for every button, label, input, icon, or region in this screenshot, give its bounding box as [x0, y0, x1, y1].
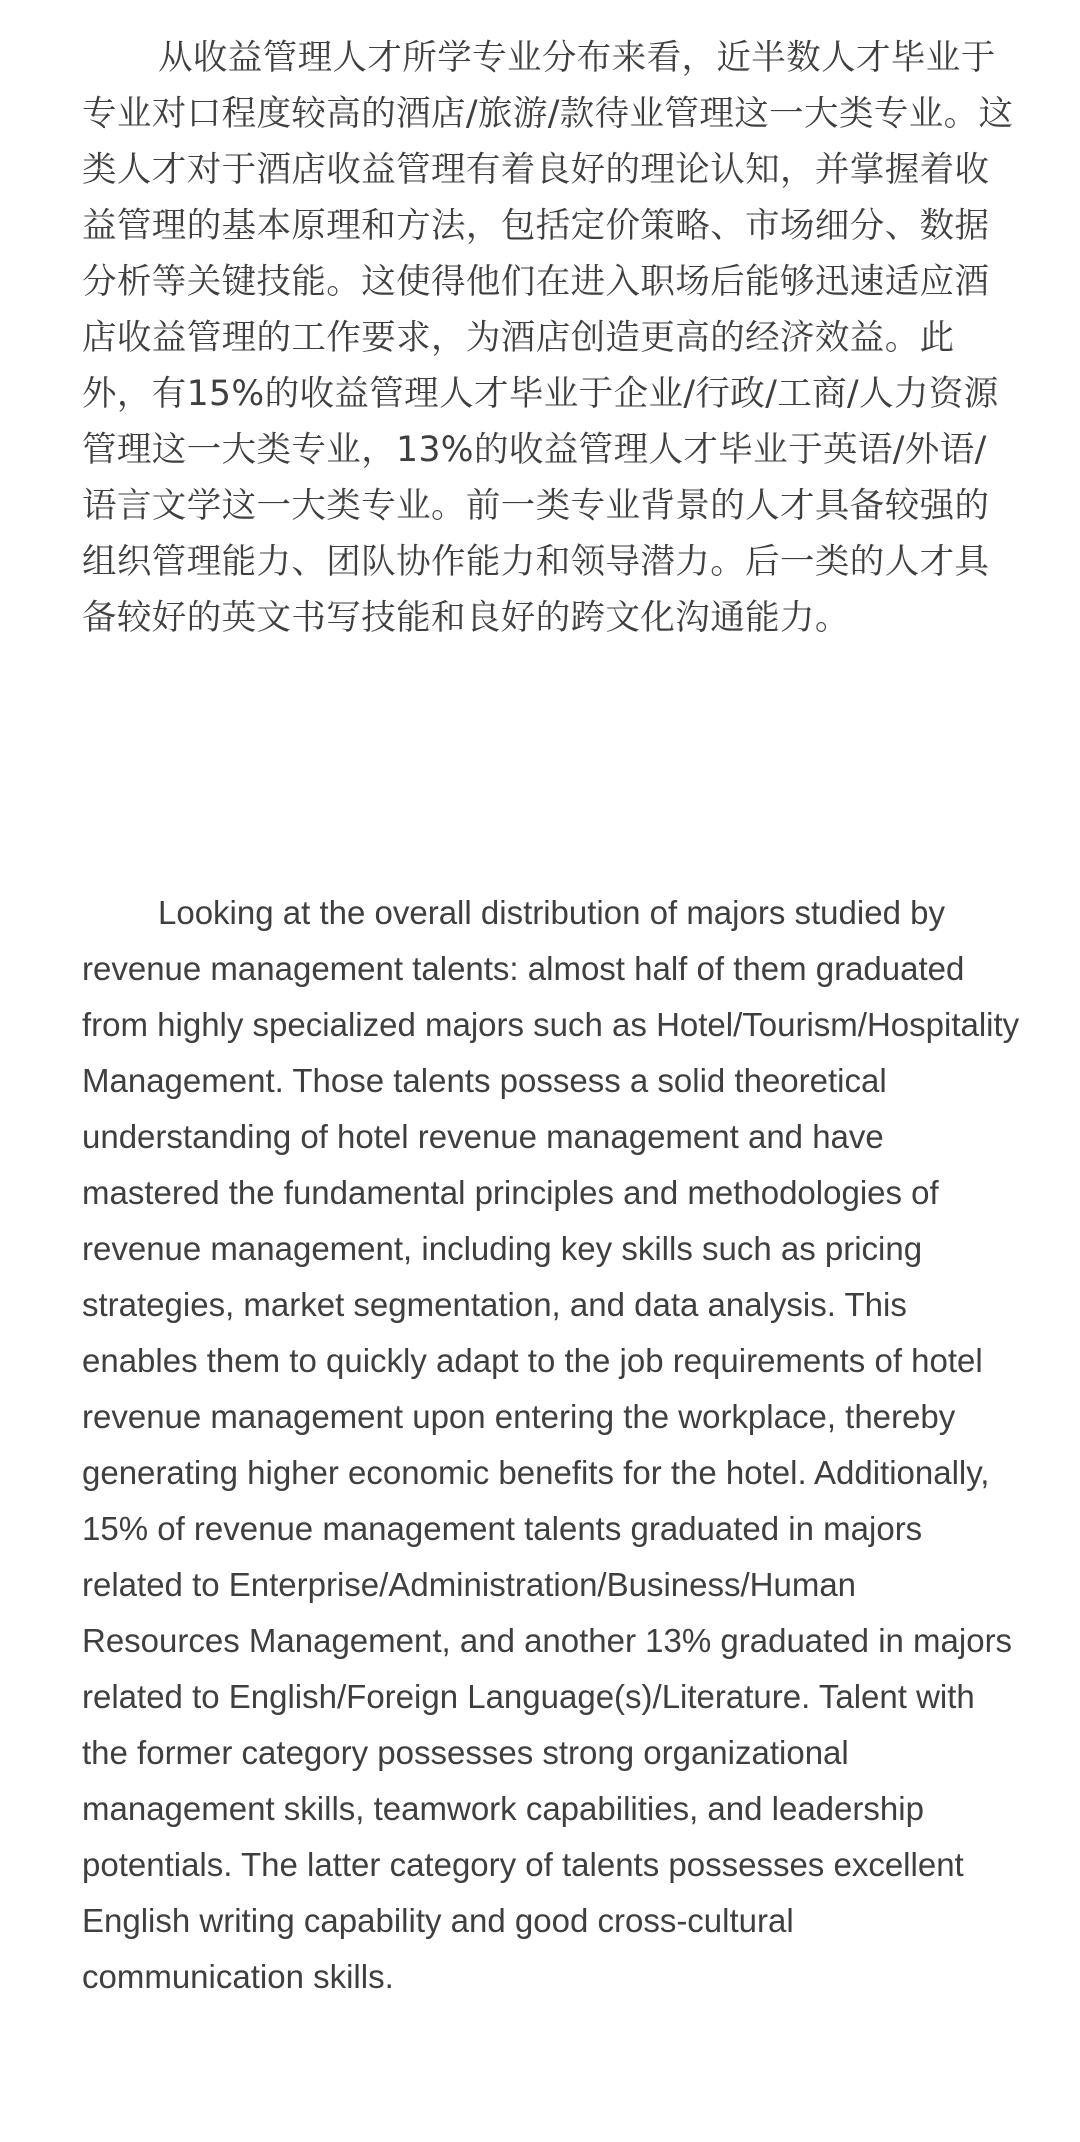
chinese-paragraph: 从收益管理人才所学专业分布来看，近半数人才毕业于专业对口程度较高的酒店/旅游/款待业管理这一大类专业。这类人才对于酒店收益管理有着良好的理论认知，并掌握着收益管理的基本原理和方法，包括定价策略、市场细分、数据分析等关键技能。这使得他们在进入职场后能够迅速适应酒店收益管理的工作要求，为酒店创造更高的经济效益。此外，有15%的收益管理人才毕业于企业/行政/工商/人力资源管理这一大类专业，13%的收益管理人才毕业于英语/外语/语言文学这一大类专业。前一类专业背景的人才具备较强的组织管理能力、团队协作能力和领导潜力。后一类的人才具备较好的英文书写技能和良好的跨文化沟通能力。: [82, 38, 1014, 638]
english-paragraph: Looking at the overall distribution of majors studied by revenue management talents: almost half of them graduated from highly specialized majors such as Hotel/Tourism/Hospitality Management. Those talents possess a solid theoretical understanding of hotel revenue management and have mastered the fundamental principles and methodologies of revenue management, including key skills such as pricing strategies, market segmentation, and data analysis. This enables them to quickly adapt to the job requirements of hotel revenue management upon entering the workplace, thereby generating higher economic benefits for the hotel. Additionally, 15% of revenue management talents graduated in majors related to Enterprise/Administration/Business/Human Resources Management, and another 13% graduated in majors related to English/Foreign Language(s)/Literature. Talent with the former category possesses strong organizational management skills, teamwork capabilities, and leadership potentials. The latter category of talents possesses excellent English writing capability and good cross-cultural communication skills.: [82, 894, 1020, 1995]
